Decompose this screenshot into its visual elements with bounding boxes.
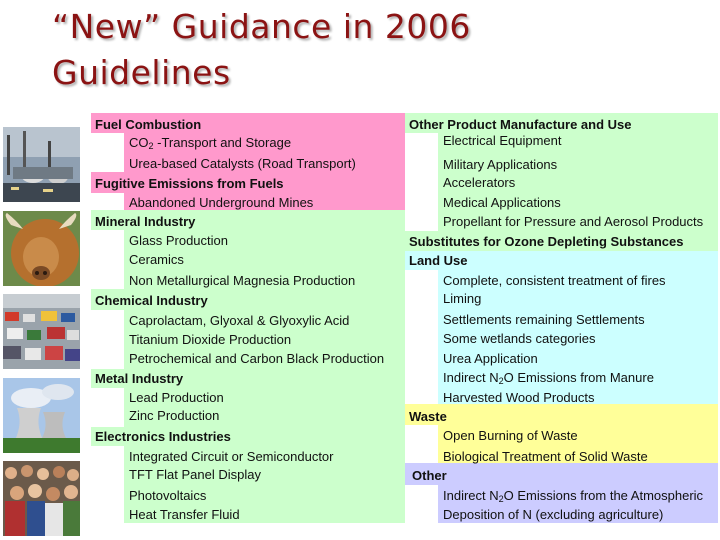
category-waste: Waste [409, 409, 447, 424]
title-line-2: Guidelines [52, 53, 231, 92]
item-propellant-aerosol: Propellant for Pressure and Aerosol Products [443, 214, 704, 229]
item-military-applications: Military Applications [443, 157, 558, 172]
category-mineral-industry: Mineral Industry [95, 214, 196, 229]
item-glass-production: Glass Production [129, 233, 228, 248]
item-open-burning: Open Burning of Waste [443, 428, 578, 443]
item-integrated-circuit: Integrated Circuit or Semiconductor [129, 449, 334, 464]
category-fuel-combustion: Fuel Combustion [95, 117, 202, 132]
co2-subscript: 2 [148, 141, 154, 151]
category-ods-substitutes: Substitutes for Ozone Depleting Substances [409, 234, 684, 249]
traffic-jam-image [3, 294, 80, 369]
item-settlements: Settlements remaining Settlements [443, 312, 645, 327]
item-titanium-dioxide: Titanium Dioxide Production [129, 332, 292, 347]
crowd-image [3, 461, 80, 536]
category-electronics-industries: Electronics Industries [95, 429, 231, 444]
indent-strip [405, 425, 438, 463]
item-treatment-of-fires: Complete, consistent treatment of fires [443, 273, 666, 288]
item-urea-catalysts: Urea-based Catalysts (Road Transport) [129, 156, 356, 171]
item-accelerators: Accelerators [443, 175, 516, 190]
category-other-product-use: Other Product Manufacture and Use [409, 117, 632, 132]
item-abandoned-mines: Abandoned Underground Mines [129, 195, 314, 210]
indent-strip [91, 230, 124, 289]
item-medical-applications: Medical Applications [443, 195, 561, 210]
item-heat-transfer-fluid: Heat Transfer Fluid [129, 507, 240, 522]
n2o-suffix: O Emissions from Manure [503, 370, 654, 385]
slide-title [52, 4, 471, 96]
n2o-text: Indirect N [443, 488, 499, 503]
item-ceramics: Ceramics [129, 252, 184, 267]
item-magnesia-production: Non Metallurgical Magnesia Production [129, 273, 356, 288]
item-photovoltaics: Photovoltaics [129, 488, 207, 503]
item-liming: Liming [443, 291, 482, 306]
n2o-text: Indirect N [443, 370, 499, 385]
item-indirect-n2o-atmospheric [443, 487, 703, 504]
n2o-subscript: 2 [498, 494, 504, 504]
co2-text: CO [129, 135, 149, 150]
highland-cattle-image [3, 211, 80, 286]
indent-strip [91, 388, 124, 427]
category-metal-industry: Metal Industry [95, 371, 184, 386]
title-line-1: “New” Guidance in 2006 [52, 7, 471, 46]
item-urea-application: Urea Application [443, 351, 538, 366]
item-wetlands: Some wetlands categories [443, 331, 596, 346]
item-indirect-n2o-manure [443, 369, 654, 386]
indent-strip [405, 133, 438, 231]
indent-strip [405, 270, 438, 404]
indent-strip [91, 310, 124, 369]
item-caprolactam: Caprolactam, Glyoxal & Glyoxylic Acid [129, 313, 350, 328]
item-co2-transport-storage [129, 134, 291, 151]
item-electrical-equipment: Electrical Equipment [443, 133, 562, 148]
indent-strip [91, 133, 124, 172]
cooling-towers-image [3, 378, 80, 453]
co2-suffix: -Transport and Storage [153, 135, 292, 150]
indent-strip [405, 485, 438, 523]
item-lead-production: Lead Production [129, 390, 224, 405]
item-zinc-production: Zinc Production [129, 408, 220, 423]
n2o-subscript: 2 [498, 376, 504, 386]
n2o-suffix: O Emissions from the Atmospheric [503, 488, 704, 503]
item-petrochemical: Petrochemical and Carbon Black Production [129, 351, 385, 366]
item-tft-display: TFT Flat Panel Display [129, 467, 261, 482]
indent-strip [91, 193, 124, 210]
category-chemical-industry: Chemical Industry [95, 293, 208, 308]
item-deposition-of-n: Deposition of N (excluding agriculture) [443, 507, 664, 522]
item-biological-treatment: Biological Treatment of Solid Waste [443, 449, 648, 464]
item-harvested-wood: Harvested Wood Products [443, 390, 595, 405]
category-land-use: Land Use [409, 253, 468, 268]
indent-strip [91, 446, 124, 523]
category-fugitive-emissions: Fugitive Emissions from Fuels [95, 176, 284, 191]
category-other: Other [412, 468, 447, 483]
industrial-plant-image [3, 127, 80, 202]
